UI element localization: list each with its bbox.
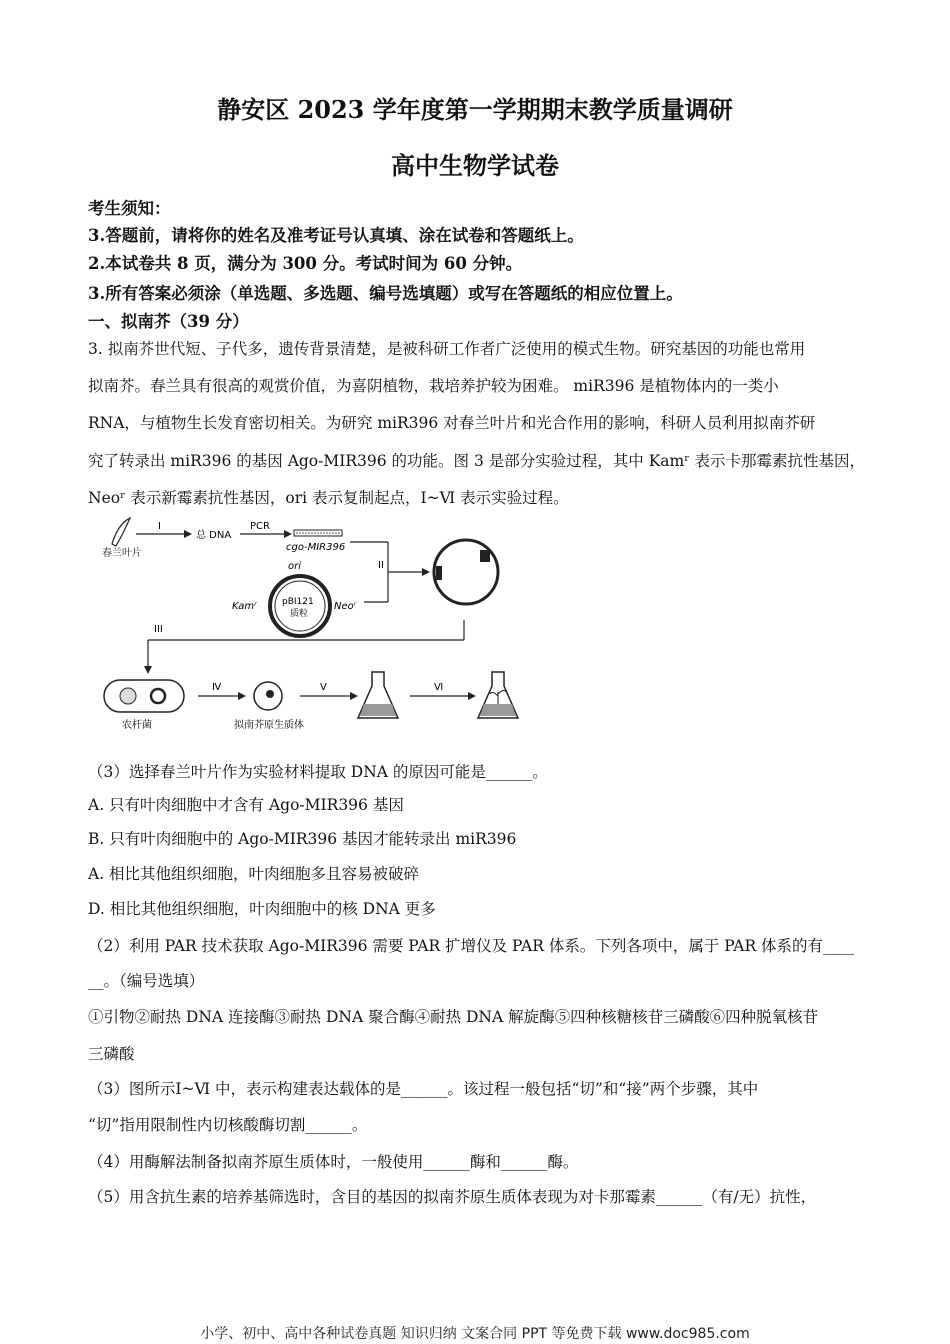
kam-label: Kamʳ	[232, 601, 257, 612]
question-2: （2）利用 PAR 技术获取 Ago-MIR396 需要 PAR 扩增仪及 PAR 体系。下列各项中，属于 PAR 体系的有____	[88, 937, 855, 955]
agrobacterium-icon	[104, 680, 184, 712]
plasmid-label: pBI121	[282, 597, 314, 607]
question-2-cont: __。（编号选填）	[88, 972, 205, 990]
experiment-figure	[88, 514, 548, 734]
total-dna-label: 总 DNA	[196, 530, 232, 541]
bacteria-label: 农杆菌	[122, 720, 152, 731]
question-5: （5）用含抗生素的培养基筛选时，含目的基因的拟南芥原生质体表现为对卡那霉素______（有/无）抗性，	[88, 1188, 817, 1206]
option-a: A. 只有叶肉细胞中才含有 Ago-MIR396 基因	[88, 796, 404, 814]
pcr-label: PCR	[250, 521, 270, 532]
intro-line: 拟南芥。春兰具有很高的观赏价值，为喜阴植物，栽培养护较为困难。 miR396 是植物体内的一类小	[88, 377, 779, 395]
exam-title: 静安区 2023 学年度第一学期期末教学质量调研	[217, 95, 733, 124]
question-3: （3）选择春兰叶片作为实验材料提取 DNA 的原因可能是______。	[88, 763, 548, 781]
intro-line: 3. 拟南芥世代短、子代多，遗传背景清楚，是被科研工作者广泛使用的模式生物。研究基因的功能也常用	[88, 340, 806, 358]
choice-list: ①引物②耐热 DNA 连接酶③耐热 DNA 聚合酶④耐热 DNA 解旋酶⑤四种核糖核苷三磷酸⑥四种脱氧核苷	[88, 1008, 819, 1026]
step-1-label: I	[158, 521, 161, 532]
option-b: B. 只有叶肉细胞中的 Ago-MIR396 基因才能转录出 miR396	[88, 830, 517, 848]
option-c: A. 相比其他组织细胞，叶肉细胞多且容易被破碎	[88, 865, 420, 883]
page-footer: 小学、初中、高中各种试卷真题 知识归纳 文案合同 PPT 等免费下载 www.doc985.com	[200, 1326, 750, 1342]
leaf-icon	[112, 518, 130, 546]
intro-line: 究了转录出 miR396 的基因 Ago-MIR396 的功能。图 3 是部分实验过程，其中 Kamʳ 表示卡那霉素抗性基因，	[88, 452, 866, 470]
step-5-label: Ⅴ	[320, 682, 327, 693]
neo-label: Neoʳ	[334, 601, 357, 612]
step-6-label: Ⅵ	[434, 682, 444, 693]
question-3b: （3）图所示Ⅰ~Ⅵ 中，表示构建表达载体的是______。该过程一般包括“切”和“接”两个步骤，其中	[88, 1080, 759, 1098]
intro-line: RNA，与植物生长发育密切相关。为研究 miR396 对春兰叶片和光合作用的影响，科研人员利用拟南芥研	[88, 414, 816, 432]
option-d: D. 相比其他组织细胞，叶肉细胞中的核 DNA 更多	[88, 900, 436, 918]
exam-subtitle: 高中生物学试卷	[391, 151, 559, 180]
step-2-label: II	[378, 560, 384, 571]
notice-heading: 考生须知：	[88, 199, 171, 218]
recombinant-plasmid-icon	[434, 540, 498, 604]
plasmid-label: 质粒	[290, 609, 309, 619]
choice-list-cont: 三磷酸	[88, 1045, 135, 1063]
notice-item: 2.本试卷共 8 页，满分为 300 分。考试时间为 60 分钟。	[88, 254, 523, 273]
intro-line: Neoʳ 表示新霉素抗性基因，ori 表示复制起点，I~Ⅵ 表示实验过程。	[88, 489, 569, 507]
notice-item: 3.答题前，请将你的姓名及准考证号认真填、涂在试卷和答题纸上。	[88, 226, 584, 245]
section-heading: 一、拟南芥（39 分）	[88, 312, 249, 331]
leaf-label: 春兰叶片	[102, 548, 142, 559]
ori-label: ori	[288, 561, 302, 572]
step-4-label: Ⅳ	[212, 682, 222, 693]
notice-item: 3.所有答案必须涂（单选题、多选题、编号选填题）或写在答题纸的相应位置上。	[88, 284, 683, 303]
question-3b-cont: “切”指用限制性内切核酸酶切割______。	[88, 1116, 368, 1134]
step-3-label: III	[154, 624, 163, 635]
protoplast-label: 拟南芥原生质体	[234, 720, 304, 731]
gene-label: cgo-MIR396	[286, 542, 346, 553]
question-4: （4）用酶解法制备拟南芥原生质体时，一般使用______酶和______酶。	[88, 1153, 579, 1171]
